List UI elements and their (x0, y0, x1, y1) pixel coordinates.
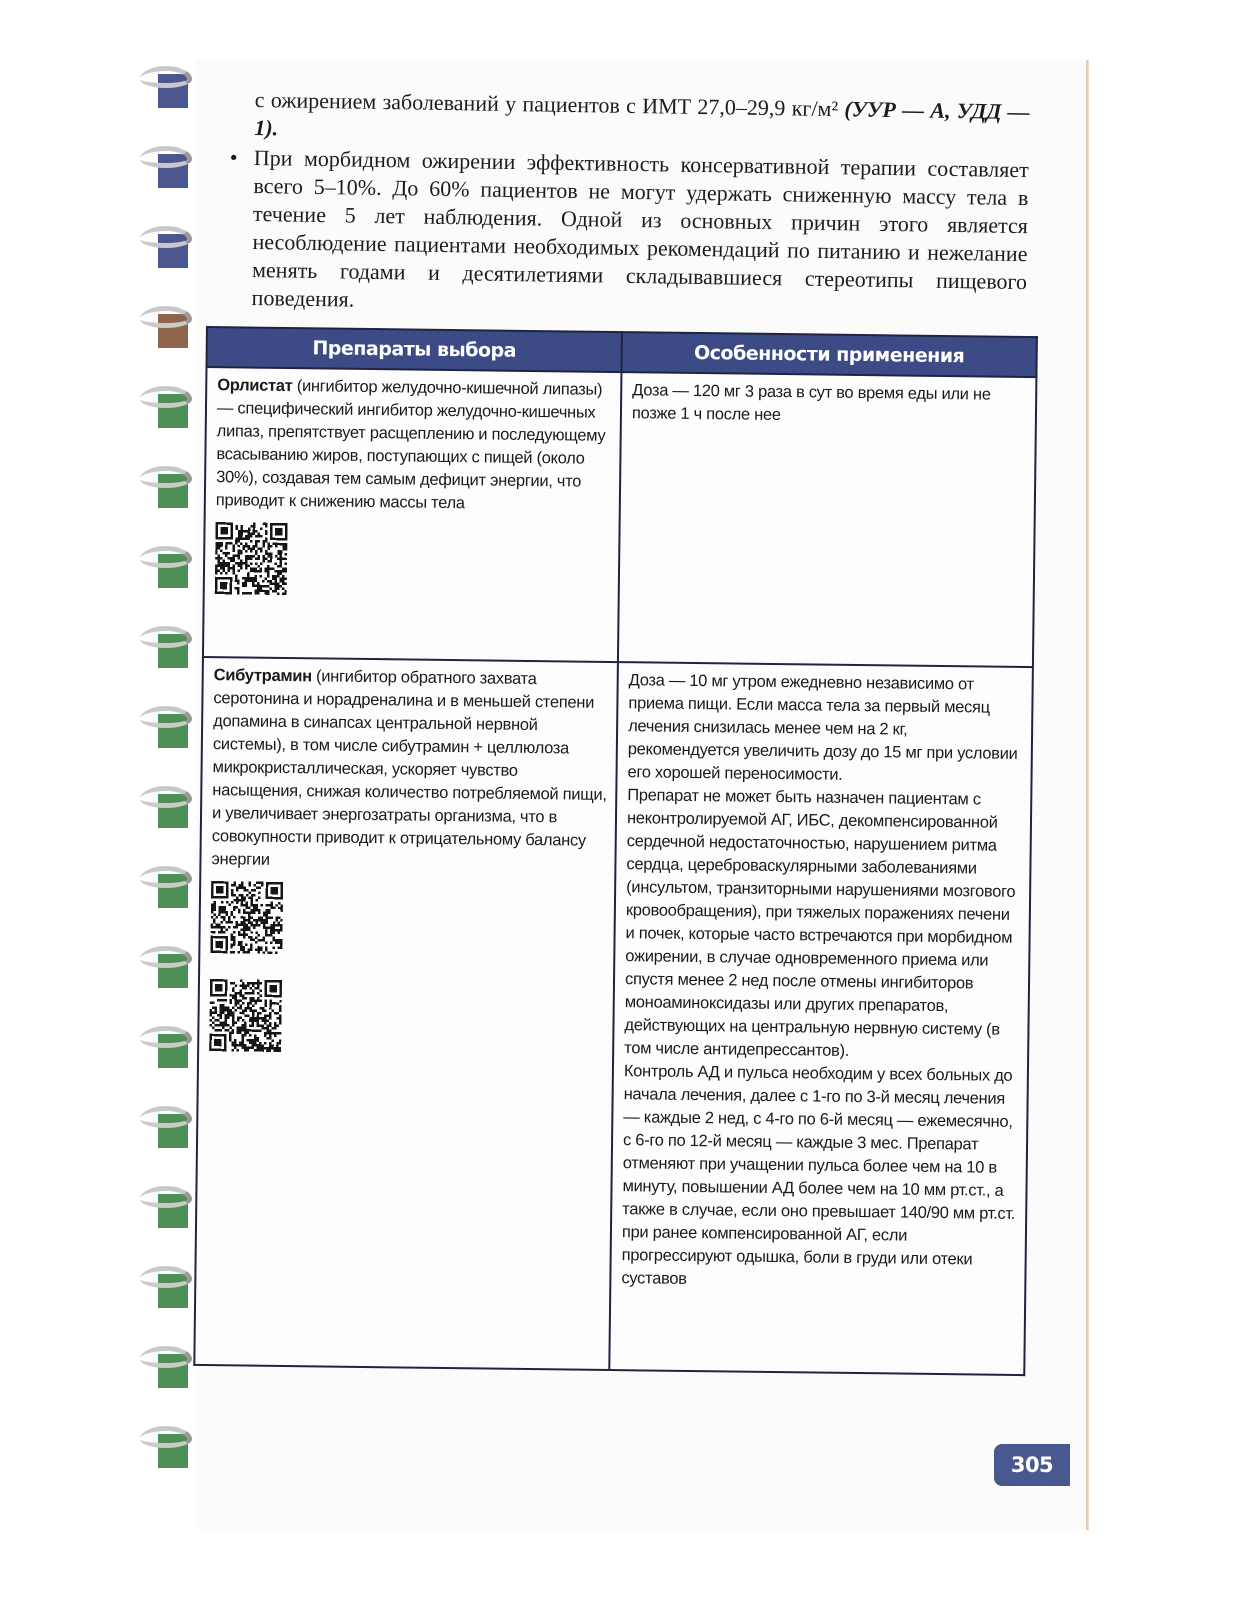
continuation-text: с ожирением заболеваний у пациентов с ИМТ 27,0–29,9 кг/м² (254, 86, 845, 122)
binding-ring (140, 1106, 192, 1128)
binding-ring (140, 866, 192, 888)
notes-paragraph: Доза — 10 мг утром ежедневно независимо от приема пищи. Если масса тела за первый месяц лечения снизилась менее чем на 2 кг, рекомендуется увеличить дозу до 15 мг при условии его хорошей переносимости. (627, 671, 1018, 784)
drug-cell (203, 367, 622, 662)
binding-ring (140, 1346, 192, 1368)
binding-ring (140, 946, 192, 968)
notes-paragraph: Контроль АД и пульса необходим у всех больных до начала лечения, далее с 1-го по 3-й месяц лечения — каждые 2 нед, с 4-го по 6-й месяц — ежемесячно, с 6-го по 12-й месяц — каждые 3 мес. Препарат отменяют при учащении пульса более чем на 10 в минуту, повышении АД более чем на 10 мм рт.ст., а также в случае, если оно превышает 140/90 мм рт.ст. при ранее компенсированной АГ, если прогрессируют одышка, боли в груди или отеки суставов (621, 1062, 1016, 1288)
notes-paragraph: Доза — 120 мг 3 раза в сут во время еды или не позже 1 ч после нее (631, 381, 991, 425)
spiral-binding (140, 60, 200, 1520)
binding-ring (140, 1426, 192, 1448)
table-row (203, 367, 1036, 667)
binding-ring (140, 306, 192, 328)
drug-cell (194, 657, 618, 1370)
qr-code-icon (215, 520, 288, 597)
binding-ring (140, 546, 192, 568)
binding-ring (140, 226, 192, 248)
continuation-paragraph (254, 86, 1030, 154)
notes-paragraph: Препарат не может быть назначен пациентам с неконтролируемой АГ, ИБС, декомпенсированной сердечной недостаточностью, нарушением ритма сердца, цереброваскулярными заболеваниями (инсультом, транзиторными нарушениями мозгового кровообращения), при тяжелых поражениях печени и почек, которые часто встречаются при морбидном ожирении, в случае одновременного приема или спустя менее 2 нед после отмены ингибиторов моноаминоксидазы или других препаратов, действующих на центральную нервную систему (в том числе антидепрессантов). (624, 786, 1016, 1060)
header-usage-features: Особенности применения (621, 332, 1036, 377)
bullet-text: При морбидном ожирении эффективность консервативной терапии составляет всего 5–10%. До 60% пациентов не могут удержать сниженную массу тела в течение 5 лет наблюдения. Одной из основных причин этого является несоблюдение пациентами необходимых рекомендаций по питанию и нежелание менять годами и десятилетиями складывавшиеся стереотипы пищевого поведения. (251, 144, 1029, 312)
drug-table (193, 326, 1038, 1376)
drug-table-grid (193, 326, 1038, 1376)
binding-ring (140, 466, 192, 488)
binding-ring (140, 786, 192, 808)
drug-name: Сибутрамин (213, 666, 312, 686)
header-drugs-of-choice: Препараты выбора (206, 327, 621, 372)
binding-ring (140, 1186, 192, 1208)
binding-ring (140, 706, 192, 728)
binding-ring (140, 66, 192, 88)
page-number: 305 (994, 1444, 1070, 1486)
notes-cell (618, 372, 1037, 667)
drug-description: (ингибитор желудочно-кишечной липазы) — специфический ингибитор желудочно-кишечных липаз, препятствует расщеплению и последующему всасыванию жиров, поступающих с пищей (около 30%), создавая тем самым дефицит энергии, что приводит к снижению массы тела (215, 377, 606, 513)
qr-code-icon (210, 879, 283, 956)
bullet-paragraph (229, 144, 1029, 324)
evidence-level: (УУР — А, УДД — 1). (254, 96, 1030, 141)
binding-ring (140, 1266, 192, 1288)
bullet-marker: • (229, 144, 238, 170)
binding-ring (140, 1026, 192, 1048)
notes-cell (609, 662, 1033, 1375)
drug-name: Орлистат (217, 376, 293, 396)
drug-description: (ингибитор обратного захвата серотонина и норадреналина и в меньшей степени допамина в синапсах центральной нервной системы), в том числе сибутрамин + целлюлоза микрокристаллическая, ускоряет чувство насыщения, снижая количество потребляемой пищи, и увеличивает энергозатраты организма, что в совокупности приводит к отрицательному балансу энергии (211, 667, 607, 869)
binding-ring (140, 626, 192, 648)
body-text (229, 86, 1030, 324)
binding-ring (140, 146, 192, 168)
binding-ring (140, 386, 192, 408)
table-row (194, 657, 1033, 1375)
qr-code-icon (209, 977, 282, 1054)
